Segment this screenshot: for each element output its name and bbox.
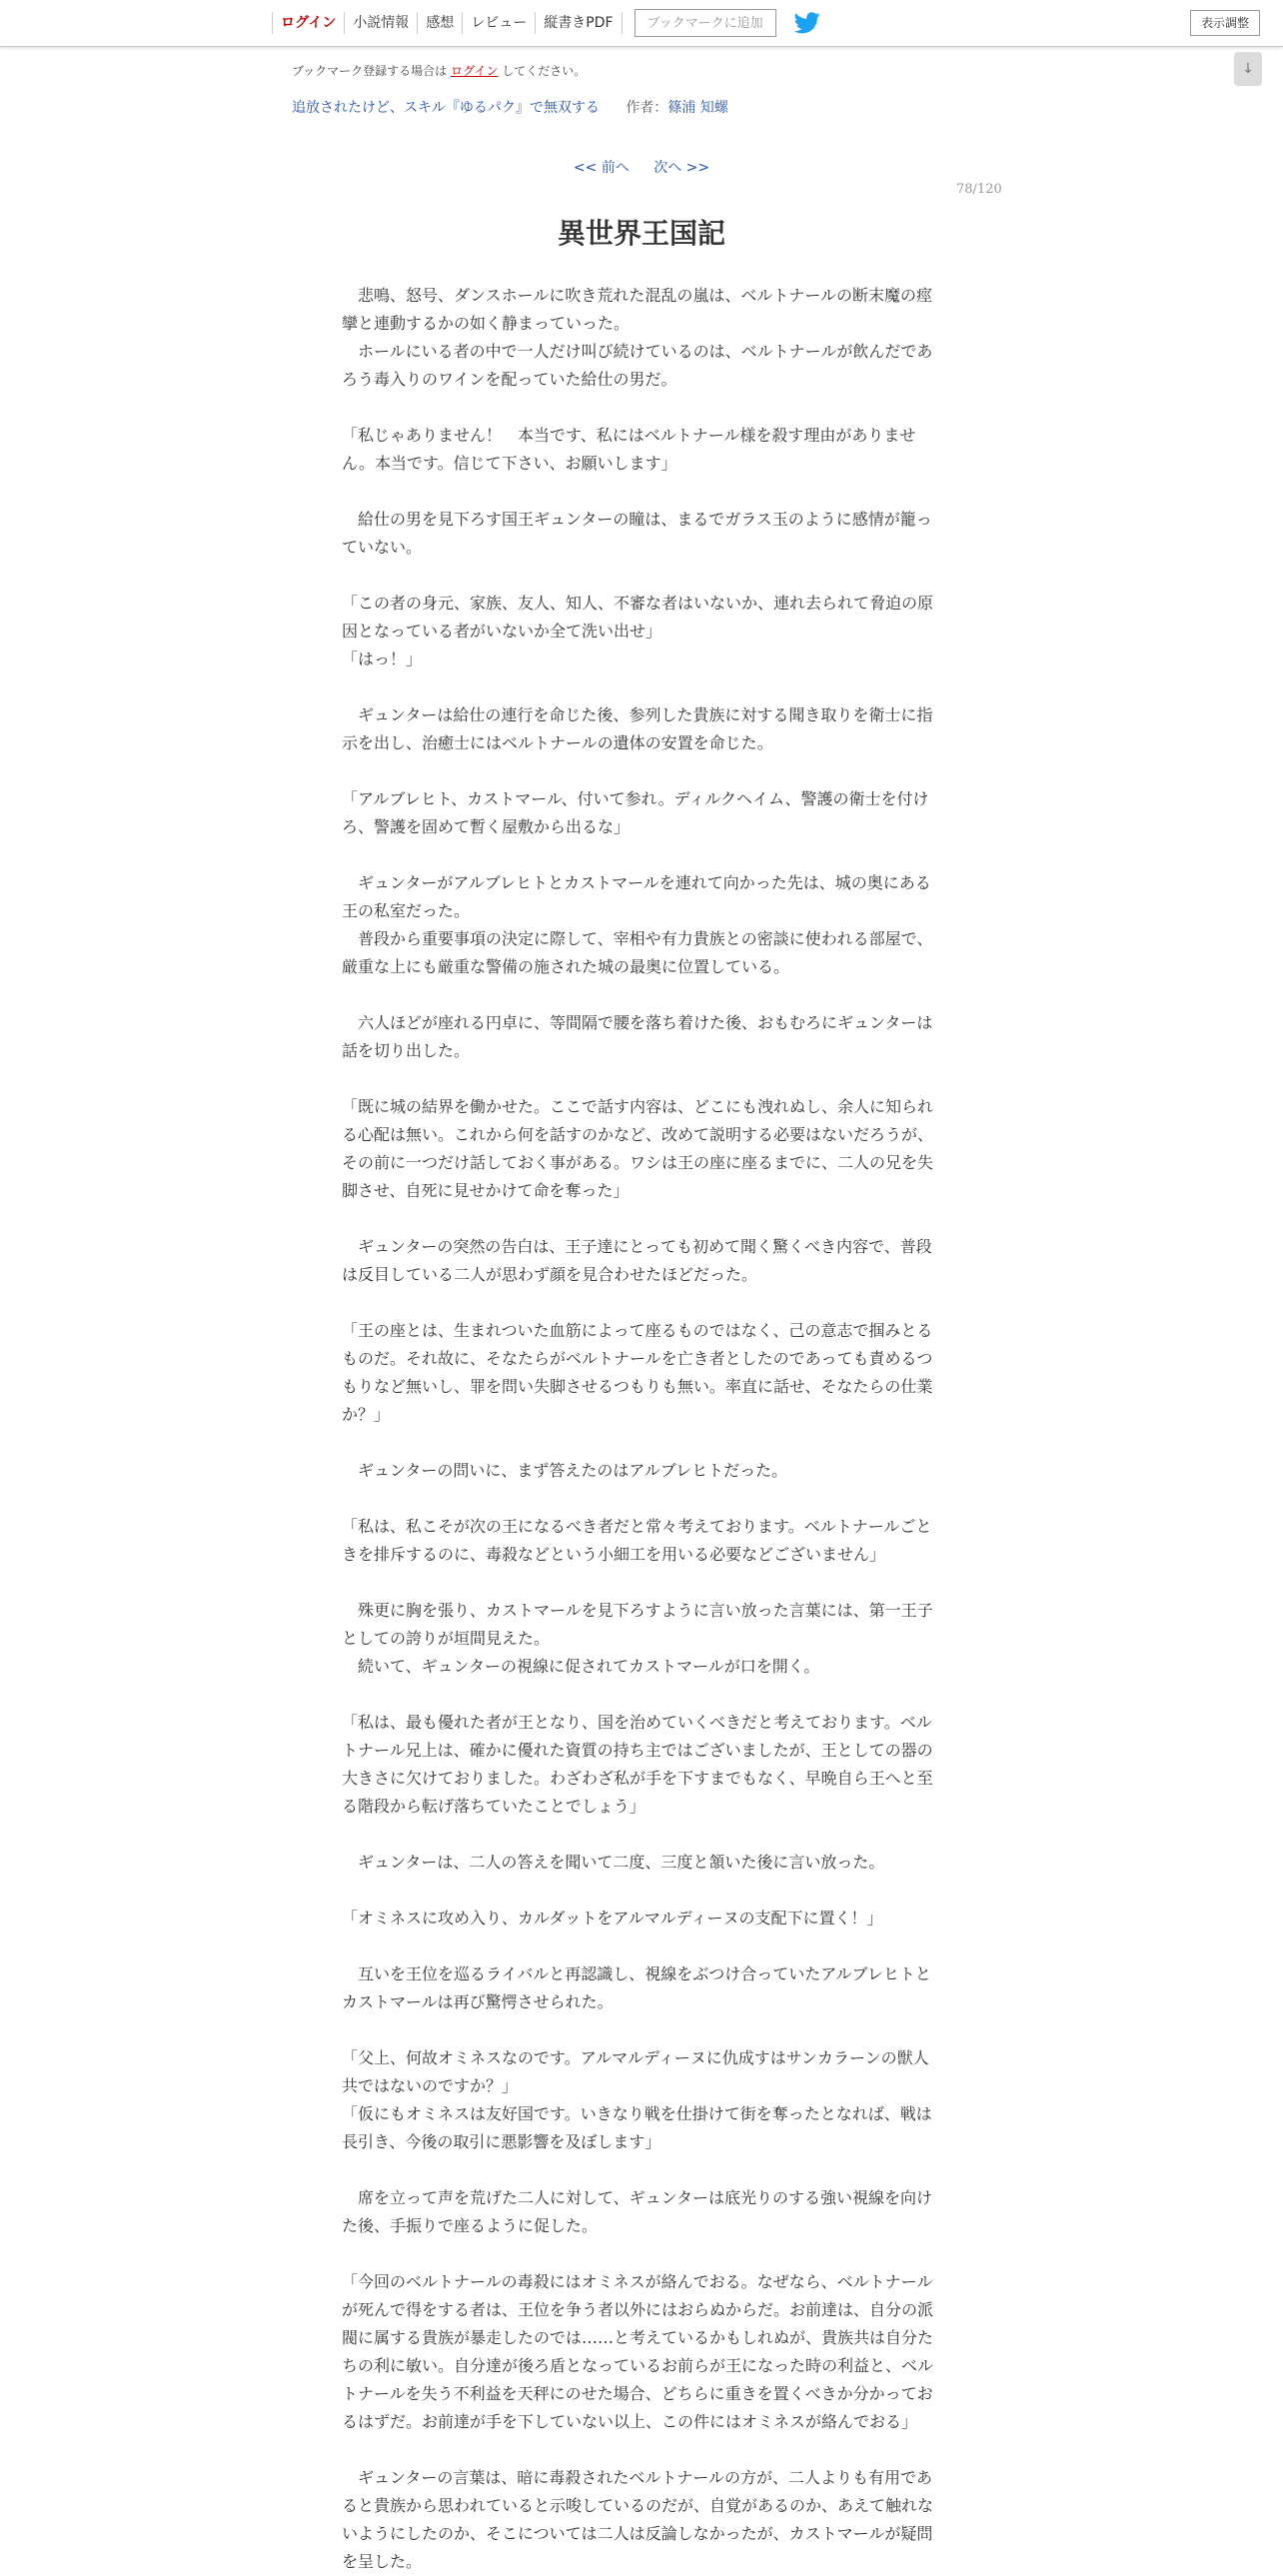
body-paragraph	[342, 1681, 941, 1709]
scroll-down-button[interactable]: ↓	[1234, 52, 1262, 86]
nav-review-link[interactable]: レビュー	[462, 12, 535, 34]
body-paragraph: 「私は、私こそが次の王になるべき者だと常々考えております。ベルトナールごときを排斥するのに、毒殺などという小細工を用いる必要などございません」	[342, 1517, 932, 1564]
next-chapter-link[interactable]: 次へ >>	[653, 160, 710, 176]
chapter-title: 異世界王国記	[557, 217, 725, 250]
bookmark-login-notice	[292, 62, 586, 79]
display-settings-button[interactable]: 表示調整	[1190, 10, 1260, 36]
body-paragraph: 「仮にもオミネスは友好国です。いきなり戦を仕掛けて街を奪ったとなれば、戦は長引き、今後の取引に悪影響を及ぼします」	[342, 2104, 932, 2151]
author-link[interactable]: 篠浦 知螺	[667, 100, 728, 116]
series-title-link[interactable]: 追放されたけど、スキル『ゆるパク』で無双する	[292, 100, 600, 116]
body-paragraph: ギュンターがアルブレヒトとカストマールを連れて向かった先は、城の奥にある王の私室だった。	[342, 873, 931, 920]
body-paragraph: ホールにいる者の中で一人だけ叫び続けているのは、ベルトナールが飲んだであろう毒入りのワインを配っていた給仕の男だ。	[342, 342, 933, 389]
body-paragraph	[342, 2016, 941, 2044]
series-info	[292, 97, 728, 117]
add-bookmark-button[interactable]: ブックマークに追加	[635, 9, 776, 37]
notice-text-before: ブックマーク登録する場合は	[292, 64, 448, 78]
body-paragraph: 悲鳴、怒号、ダンスホールに吹き荒れた混乱の嵐は、ベルトナールの断末魔の痙攣と連動するかの如く静まっていった。	[342, 286, 933, 333]
body-paragraph	[342, 478, 941, 506]
body-paragraph: ギュンターは給仕の連行を命じた後、参列した貴族に対する聞き取りを衛士に指示を出し、治癒士にはベルトナールの遺体の安置を命じた。	[342, 705, 933, 752]
body-paragraph	[342, 1569, 941, 1597]
notice-text-after: してください。	[502, 64, 587, 78]
twitter-icon[interactable]	[794, 12, 820, 34]
body-paragraph: ギュンターの問いに、まず答えたのはアルブレヒトだった。	[342, 1461, 788, 1480]
body-paragraph	[342, 1821, 941, 1849]
body-paragraph: ギュンターの言葉は、暗に毒殺されたベルトナールの方が、二人よりも有用であると貴族から思われていると示唆しているのだが、自覚があるのか、あえて触れないようにしたのか、そこについては二人は反論しなかったが、カストマールが疑問を呈した。	[342, 2468, 934, 2571]
body-paragraph	[342, 1485, 941, 1513]
body-paragraph: 「王の座とは、生まれついた血筋によって座るものではなく、己の意志で掴みとるものだ。それ故に、そなたらがベルトナールを亡き者としたのであっても責めるつもりなど無いし、罪を問い失脚させるつもりも無い。率直に話せ、そなたらの仕業か？」	[342, 1321, 933, 1424]
body-paragraph: ギュンターの突然の告白は、王子達にとっても初めて聞く驚くべき内容で、普段は反目している二人が思わず顔を見合わせたほどだった。	[342, 1237, 932, 1284]
body-paragraph: 互いを王位を巡るライバルと再認識し、視線をぶつけ合っていたアルブレヒトとカストマールは再び驚愕させられた。	[342, 1964, 931, 2011]
body-paragraph	[342, 1289, 941, 1317]
body-paragraph	[342, 1932, 941, 1960]
body-paragraph	[342, 673, 941, 701]
body-paragraph: 普段から重要事項の決定に際して、宰相や有力貴族との密談に使われる部屋で、厳重な上にも厳重な警備の施された城の最奥に位置している。	[342, 929, 933, 976]
body-paragraph	[342, 1877, 941, 1905]
body-paragraph: 「父上、何故オミネスなのです。アルマルディーヌに仇成すはサンカラーンの獣人共ではないのですか？」	[342, 2048, 929, 2095]
body-paragraph: 殊更に胸を張り、カストマールを見下ろすように言い放った言葉には、第一王子としての誇りが垣間見えた。	[342, 1601, 933, 1648]
body-paragraph	[342, 757, 941, 785]
nav-impressions-link[interactable]: 感想	[417, 12, 462, 34]
prev-chapter-link[interactable]: << 前へ	[573, 160, 630, 176]
body-paragraph: 「オミネスに攻め入り、カルダットをアルマルディーヌの支配下に置く！」	[342, 1909, 883, 1928]
body-paragraph	[342, 1429, 941, 1457]
nav-vertical-pdf-link[interactable]: 縦書きPDF	[535, 12, 622, 34]
body-paragraph: 「この者の身元、家族、友人、知人、不審な者はいないか、連れ去られて脅迫の原因となっている者がいないか全て洗い出せ」	[342, 594, 934, 641]
body-paragraph: 「私じゃありません！ 本当です、私にはベルトナール様を殺す理由がありません。本当です。信じて下さい、お願いします」	[342, 426, 916, 473]
body-paragraph: 席を立って声を荒げた二人に対して、ギュンターは底光りのする強い視線を向けた後、手振りで座るように促した。	[342, 2188, 933, 2235]
body-paragraph: 「はっ！」	[342, 649, 423, 668]
body-paragraph	[342, 1205, 941, 1233]
novel-body	[342, 282, 941, 2576]
body-paragraph: 「アルブレヒト、カストマール、付いて参れ。ディルクヘイム、警護の衛士を付けろ、警護を固めて暫く屋敷から出るな」	[342, 789, 929, 836]
body-paragraph: ギュンターは、二人の答えを聞いて二度、三度と頷いた後に言い放った。	[342, 1853, 885, 1872]
page-number: 78/120	[956, 182, 1002, 197]
body-paragraph: 「既に城の結界を働かせた。ここで話す内容は、どこにも洩れぬし、余人に知られる心配は無い。これから何を話すのかなど、改めて説明する必要はないだろうが、その前に一つだけ話しておく事がある。ワシは王の座に座るまでに、二人の兄を失脚させ、自死に見せかけて命を奪った」	[342, 1097, 934, 1200]
body-paragraph: 「私は、最も優れた者が王となり、国を治めていくべきだと考えております。ベルトナール兄上は、確かに優れた資質の持ち主ではございましたが、王としての器の大きさに欠けておりました。わざわざ私が手を下すまでもなく、早晩自ら王へと至る階段から転げ落ちていたことでしょう」	[342, 1713, 933, 1816]
body-paragraph: 給仕の男を見下ろす国王ギュンターの瞳は、まるでガラス玉のように感情が籠っていない。	[342, 510, 932, 557]
body-paragraph	[342, 394, 941, 422]
body-paragraph	[342, 981, 941, 1009]
body-paragraph	[342, 2240, 941, 2268]
nav-novel-info-link[interactable]: 小説情報	[344, 12, 417, 34]
body-paragraph	[342, 2156, 941, 2184]
body-paragraph: 「今回のベルトナールの毒殺にはオミネスが絡んでおる。なぜなら、ベルトナールが死んで得をする者は、王位を争う者以外にはおらぬからだ。お前達は、自分の派閥に属する貴族が暴走したのでは……と考えているかもしれぬが、貴族共は自分たちの利に敏い。自分達が後ろ盾となっているお前らが王になった時の利益と、ベルトナールを失う不利益を天秤にのせた場合、どちらに重きを置くべきか分かっておるはずだ。お前達が手を下していない以上、この件にはオミネスが絡んでおる」	[342, 2272, 934, 2431]
body-paragraph: 六人ほどが座れる円卓に、等間隔で腰を落ち着けた後、おもむろにギュンターは話を切り出した。	[342, 1013, 933, 1060]
chapter-pager	[0, 157, 1283, 177]
body-paragraph	[342, 841, 941, 869]
body-paragraph: 続いて、ギュンターの視線に促されてカストマールが口を開く。	[342, 1657, 820, 1676]
body-paragraph	[342, 562, 941, 590]
nav-menu	[272, 0, 820, 46]
body-paragraph	[342, 2436, 941, 2464]
nav-login-link[interactable]: ログイン	[272, 12, 344, 34]
notice-login-link[interactable]: ログイン	[451, 64, 499, 78]
header-bar	[0, 0, 1283, 47]
author-label: 作者：	[626, 100, 668, 116]
body-paragraph	[342, 1065, 941, 1093]
